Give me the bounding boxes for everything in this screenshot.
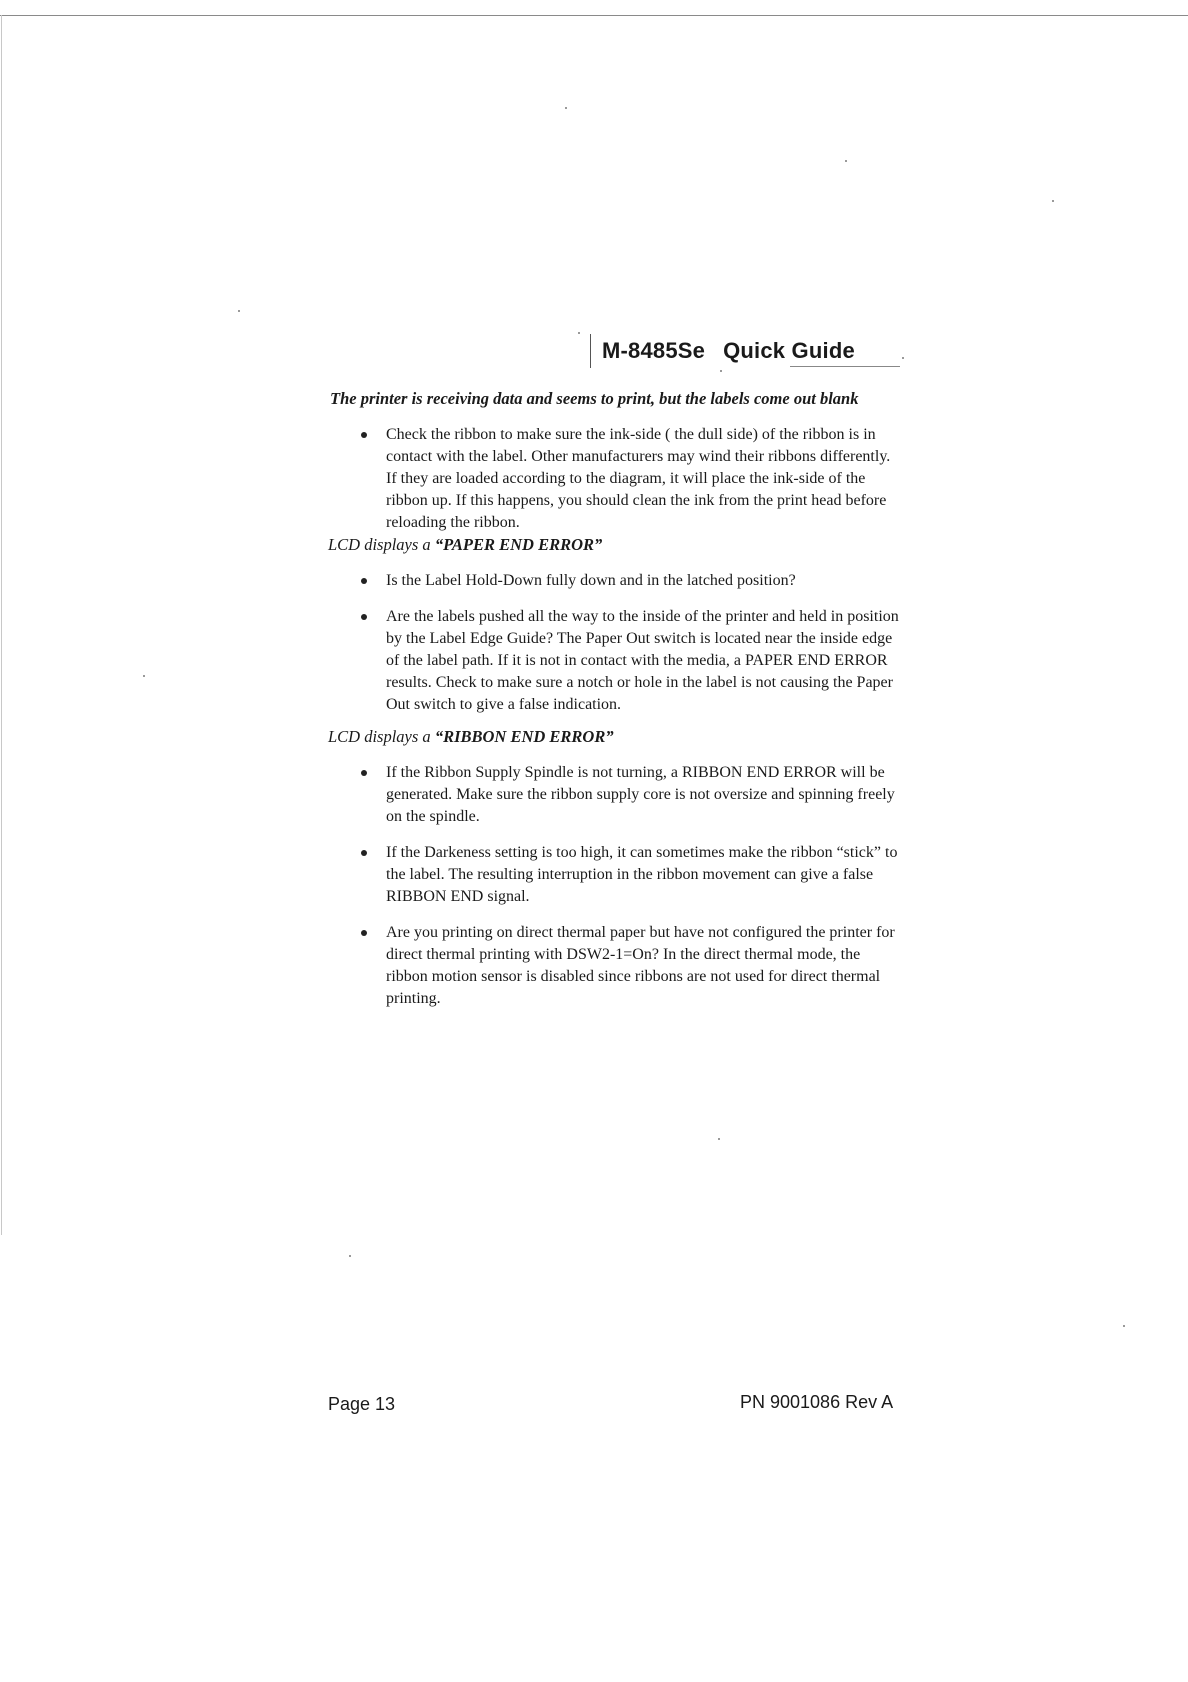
bullet-icon (361, 770, 367, 776)
header-bar (590, 334, 591, 368)
bullet-icon (361, 930, 367, 936)
scan-speck (845, 160, 847, 162)
list-item: Are the labels pushed all the way to the inside of the printer and held in position by the Label Edge Guide? The Paper Out switch is located near the inside edge of the label path. If it is not in contact with the media, a PAPER END ERROR results. Check to make sure a notch or hole in the label is not causing the Paper Out switch to give a false indication. (330, 606, 910, 716)
scan-speck (565, 107, 567, 109)
list-item: Are you printing on direct thermal paper but have not configured the printer for direct thermal printing with DSW2-1=On? In the direct thermal mode, the ribbon motion sensor is disabled since ribbons are not used for direct thermal printing. (330, 922, 910, 1010)
section-heading-blank-labels: The printer is receiving data and seems to print, but the labels come out blank (330, 389, 859, 408)
scan-speck (238, 310, 240, 312)
page-content (330, 388, 910, 1024)
list-item: If the Ribbon Supply Spindle is not turning, a RIBBON END ERROR will be generated. Make sure the ribbon supply core is not oversize and spinning freely on the spindle. (330, 762, 910, 828)
list-item: Is the Label Hold-Down fully down and in the latched position? (330, 570, 910, 592)
top-rule (0, 15, 1188, 16)
part-number: PN 9001086 Rev A (740, 1392, 894, 1412)
scan-speck (1123, 1325, 1125, 1327)
header-guide-title: Quick Guide (723, 338, 855, 363)
running-header (590, 334, 900, 374)
section-ribbon-end-list (330, 762, 910, 1010)
bullet-icon (361, 850, 367, 856)
section-heading-paper-end: LCD displays a “PAPER END ERROR” (328, 535, 603, 554)
scan-speck (902, 357, 904, 359)
list-item: If the Darkeness setting is too high, it can sometimes make the ribbon “stick” to the label. The resulting interruption in the ribbon movement can give a false RIBBON END signal. (330, 842, 910, 908)
section-blank-labels-list (330, 424, 910, 534)
scan-speck (1052, 200, 1054, 202)
bullet-icon (361, 432, 367, 438)
page-number: Page 13 (328, 1394, 396, 1414)
list-item: Check the ribbon to make sure the ink-side ( the dull side) of the ribbon is in contact with the label. Other manufacturers may wind their ribbons differently. If they are loaded according to the diagram, it will place the ink-side of the ribbon up. If this happens, you should clean the ink from the print head before reloading the ribbon. (330, 424, 910, 534)
left-rule (1, 15, 2, 1235)
header-title (602, 338, 855, 364)
scan-speck (349, 1255, 351, 1257)
header-model: M-8485Se (602, 338, 706, 363)
header-underline (790, 366, 900, 367)
scan-speck (143, 675, 145, 677)
section-heading-ribbon-end: LCD displays a “RIBBON END ERROR” (328, 727, 614, 746)
section-paper-end-list (330, 570, 910, 716)
scan-speck (718, 1138, 720, 1140)
bullet-icon (361, 578, 367, 584)
bullet-icon (361, 614, 367, 620)
scan-speck (578, 332, 580, 334)
